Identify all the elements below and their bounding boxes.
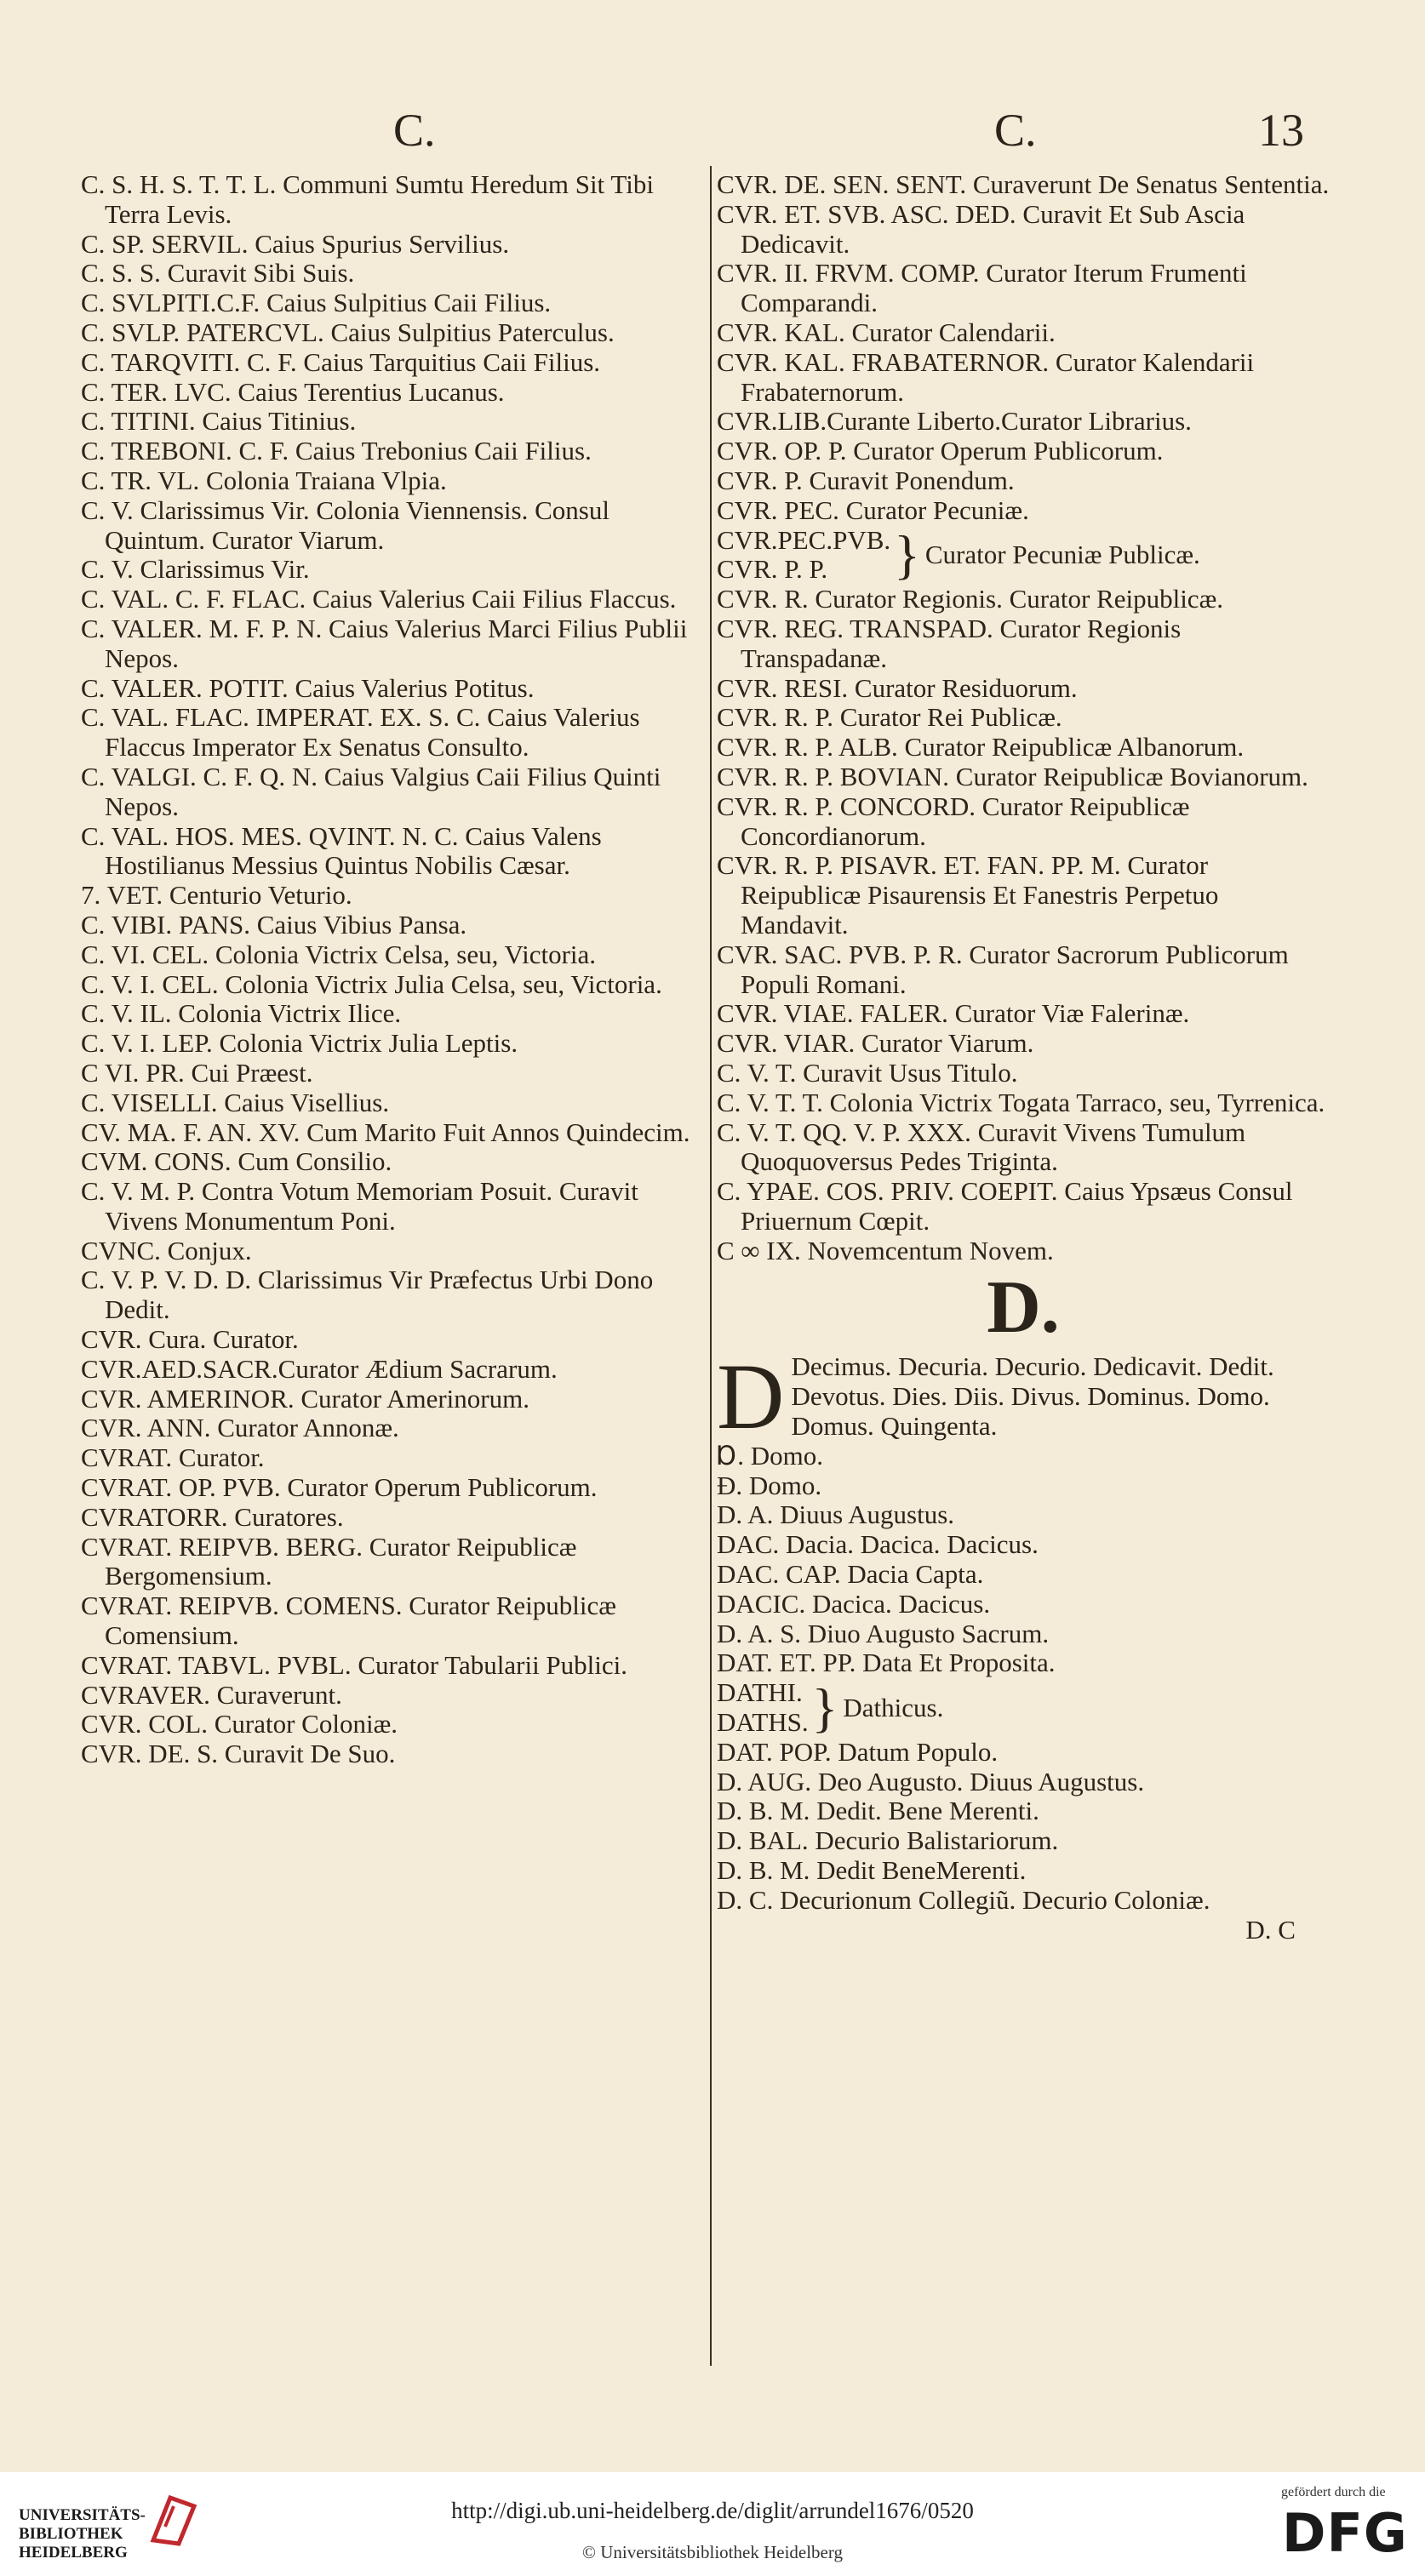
dictionary-entry: CVR.AED.SACR.Curator Ædium Sacrarum. bbox=[81, 1353, 558, 1384]
dictionary-entry: C. VI. CEL. Colonia Victrix Celsa, seu, Victoria. bbox=[81, 939, 597, 969]
dictionary-entry: CVR. R. P. BOVIAN. Curator Reipublicæ Bovianorum. bbox=[717, 761, 1308, 791]
running-head-left: C. bbox=[393, 105, 436, 156]
permalink[interactable]: http://digi.ub.uni-heidelberg.de/diglit/arrundel1676/0520 bbox=[451, 2498, 974, 2523]
dictionary-entry: D. B. M. Dedit. Bene Merenti. bbox=[717, 1796, 1039, 1826]
dictionary-entry: CVR. VIAE. FALER. Curator Viæ Falerinæ. bbox=[717, 998, 1190, 1029]
right-entries-c bbox=[717, 170, 1330, 526]
dictionary-entry: CVR. P. Curavit Ponendum. bbox=[717, 465, 1015, 495]
dictionary-entry: 7. VET. Centurio Veturio. bbox=[81, 880, 352, 911]
right-column bbox=[717, 170, 1330, 1945]
dictionary-entry: C. S. H. S. T. T. L. Communi Sumtu Heredum Sit Tibi Terra Levis. bbox=[81, 169, 654, 229]
right-entries-c-cont bbox=[717, 585, 1330, 1265]
library-name-line: BIBLIOTHEK bbox=[19, 2525, 123, 2543]
page-number: 13 bbox=[1258, 105, 1304, 156]
dictionary-entry: D. A. S. Diuo Augusto Sacrum. bbox=[717, 1618, 1050, 1648]
dictionary-entry: C. SP. SERVIL. Caius Spurius Servilius. bbox=[81, 228, 510, 259]
dictionary-entry: DACIC. Dacica. Dacicus. bbox=[717, 1588, 991, 1619]
dictionary-entry: C. SVLP. PATERCVL. Caius Sulpitius Paterculus. bbox=[81, 317, 615, 347]
dictionary-entry: D. B. M. Dedit BeneMerenti. bbox=[717, 1855, 1027, 1886]
dictionary-entry: CVR. R. P. PISAVR. ET. FAN. PP. M. Curator Reipublicæ Pisaurensis Et Fanestris Perpetuo Mandavit. bbox=[717, 850, 1219, 940]
dictionary-entry: CVR. OP. P. Curator Operum Publicorum. bbox=[717, 436, 1164, 466]
brace-value: Curator Pecuniæ Publicæ. bbox=[924, 539, 1200, 569]
dropcap-text: Decimus. Decuria. Decurio. Dedicavit. Dedit. Devotus. Dies. Diis. Divus. Dominus. Domo. Domus. Quingenta. bbox=[791, 1351, 1274, 1442]
library-name-line: HEIDELBERG bbox=[19, 2544, 128, 2562]
brace-group-dathicus bbox=[717, 1678, 1330, 1738]
dictionary-entry: CVM. CONS. Cum Consilio. bbox=[81, 1146, 392, 1177]
dictionary-entry: C ∞ IX. Novemcentum Novem. bbox=[717, 1235, 1054, 1265]
dictionary-entry: Ð. Domo. bbox=[717, 1470, 822, 1500]
dictionary-entry: CVRAVER. Curaverunt. bbox=[81, 1679, 342, 1710]
dictionary-entry: C. VALER. M. F. P. N. Caius Valerius Marci Filius Publii Nepos. bbox=[81, 613, 688, 673]
brace-key: CVR. P. P. bbox=[717, 554, 828, 585]
dictionary-entry: C. YPAE. COS. PRIV. COEPIT. Caius Ypsæus Consul Priuernum Cœpit. bbox=[717, 1176, 1293, 1236]
dictionary-entry: CVNC. Conjux. bbox=[81, 1235, 252, 1265]
dictionary-entry: CVR. PEC. Curator Pecuniæ. bbox=[717, 494, 1029, 525]
brace-icon: } bbox=[894, 524, 920, 585]
dictionary-entry: CVR. SAC. PVB. P. R. Curator Sacrorum Publicorum Populi Romani. bbox=[717, 939, 1289, 999]
dictionary-entry: CVR. ET. SVB. ASC. DED. Curavit Et Sub Ascia Dedicavit. bbox=[717, 198, 1245, 259]
dictionary-entry: C. V. P. V. D. D. Clarissimus Vir Præfectus Urbi Dono Dedit. bbox=[81, 1265, 654, 1325]
dictionary-entry: CVR. COL. Curator Coloniæ. bbox=[81, 1709, 398, 1739]
dictionary-entry: CVR. REG. TRANSPAD. Curator Regionis Transpadanæ. bbox=[717, 613, 1182, 673]
brace-key: DATHI. bbox=[717, 1677, 803, 1708]
dictionary-entry: CVR. R. P. ALB. Curator Reipublicæ Albanorum. bbox=[717, 732, 1245, 763]
dictionary-entry: C. VALGI. C. F. Q. N. Caius Valgius Caii Filius Quinti Nepos. bbox=[81, 761, 661, 821]
dictionary-entry: DAC. CAP. Dacia Capta. bbox=[717, 1559, 984, 1590]
dictionary-entry: CVR. R. Curator Regionis. Curator Reipublicæ. bbox=[717, 584, 1223, 614]
dictionary-entry: CVRAT. REIPVB. COMENS. Curator Reipublicæ Comensium. bbox=[81, 1591, 616, 1651]
dictionary-entry: C. VAL. FLAC. IMPERAT. EX. S. C. Caius Valerius Flaccus Imperator Ex Senatus Consulto. bbox=[81, 702, 640, 763]
dictionary-entry: Ɒ. Domo. bbox=[717, 1440, 823, 1471]
dictionary-entry: C. VAL. C. F. FLAC. Caius Valerius Caii Filius Flaccus. bbox=[81, 584, 677, 614]
right-entries-d-cont bbox=[717, 1738, 1330, 1916]
dictionary-entry: CVR. VIAR. Curator Viarum. bbox=[717, 1028, 1034, 1059]
dictionary-entry: C. VIBI. PANS. Caius Vibius Pansa. bbox=[81, 909, 467, 940]
dictionary-entry: C. V. T. QQ. V. P. XXX. Curavit Vivens Tumulum Quoquoversus Pedes Triginta. bbox=[717, 1117, 1246, 1177]
dictionary-entry: C. SVLPITI.C.F. Caius Sulpitius Caii Filius. bbox=[81, 288, 552, 318]
dictionary-entry: CVRAT. Curator. bbox=[81, 1442, 265, 1473]
dictionary-entry: C. V. M. P. Contra Votum Memoriam Posuit. Curavit Vivens Monumentum Poni. bbox=[81, 1176, 638, 1236]
brace-key: CVR.PEC.PVB. bbox=[717, 524, 891, 555]
dictionary-entry: D. C. Decurionum Collegiũ. Decurio Coloniæ. bbox=[717, 1884, 1210, 1915]
dictionary-entry: CVRATORR. Curatores. bbox=[81, 1501, 344, 1532]
dictionary-entry: C VI. PR. Cui Præest. bbox=[81, 1057, 313, 1088]
column-divider bbox=[710, 166, 712, 2366]
right-entries-d bbox=[717, 1442, 1330, 1678]
dictionary-entry: C. VALER. POTIT. Caius Valerius Potitus. bbox=[81, 672, 535, 703]
dictionary-entry: D. BAL. Decurio Balistariorum. bbox=[717, 1825, 1059, 1856]
dictionary-entry: CVR. R. P. Curator Rei Publicæ. bbox=[717, 702, 1062, 733]
funding-label: gefördert durch die bbox=[1281, 2485, 1386, 2499]
dictionary-entry: CVR. Cura. Curator. bbox=[81, 1324, 299, 1355]
dictionary-entry: CVR. DE. SEN. SENT. Curaverunt De Senatus Sententia. bbox=[717, 169, 1330, 199]
dictionary-entry: CVR. ANN. Curator Annonæ. bbox=[81, 1413, 399, 1443]
dictionary-entry: C. VISELLI. Caius Visellius. bbox=[81, 1087, 390, 1117]
dictionary-entry: CVR. II. FRVM. COMP. Curator Iterum Frumenti Comparandi. bbox=[717, 258, 1247, 318]
dictionary-entry: CVR. AMERINOR. Curator Amerinorum. bbox=[81, 1383, 529, 1414]
left-column bbox=[81, 170, 701, 1769]
dictionary-entry: D. A. Diuus Augustus. bbox=[717, 1499, 955, 1530]
dictionary-entry: CVR.LIB.Curante Liberto.Curator Librarius. bbox=[717, 406, 1192, 437]
brace-key: DATHS. bbox=[717, 1707, 809, 1738]
dictionary-entry: C. S. S. Curavit Sibi Suis. bbox=[81, 258, 355, 288]
dictionary-entry: CVRAT. REIPVB. BERG. Curator Reipublicæ Bergomensium. bbox=[81, 1531, 577, 1591]
dictionary-entry: C. V. Clarissimus Vir. Colonia Viennensis. Consul Quintum. Curator Viarum. bbox=[81, 494, 609, 555]
dictionary-entry: C. V. T. T. Colonia Victrix Togata Tarraco, seu, Tyrrenica. bbox=[717, 1087, 1325, 1117]
dictionary-entry: CVR. DE. S. Curavit De Suo. bbox=[81, 1739, 396, 1769]
dropcap-letter: D bbox=[717, 1345, 785, 1449]
dictionary-entry: C. TITINI. Caius Titinius. bbox=[81, 406, 357, 437]
catchword: D. C bbox=[1245, 1914, 1296, 1945]
brace-icon: } bbox=[811, 1677, 838, 1739]
dictionary-entry: C. TARQVITI. C. F. Caius Tarquitius Caii Filius. bbox=[81, 346, 601, 377]
dictionary-entry: C. V. T. Curavit Usus Titulo. bbox=[717, 1057, 1018, 1088]
dictionary-entry: D. AUG. Deo Augusto. Diuus Augustus. bbox=[717, 1766, 1145, 1796]
dictionary-entry: C. TR. VL. Colonia Traiana Vlpia. bbox=[81, 465, 447, 495]
dictionary-entry: CVR. R. P. CONCORD. Curator Reipublicæ Concordianorum. bbox=[717, 791, 1190, 851]
dfg-logo: DFG bbox=[1282, 2502, 1408, 2564]
dictionary-entry: CV. MA. F. AN. XV. Cum Marito Fuit Annos Quindecim. bbox=[81, 1117, 690, 1147]
running-head-right: C. bbox=[994, 105, 1037, 156]
dictionary-entry: DAT. POP. Datum Populo. bbox=[717, 1736, 999, 1767]
dictionary-entry: CVRAT. TABVL. PVBL. Curator Tabularii Publici. bbox=[81, 1649, 628, 1680]
copyright-notice: © Universitätsbibliothek Heidelberg bbox=[581, 2542, 843, 2562]
dictionary-entry: C. V. I. CEL. Colonia Victrix Julia Celsa, seu, Victoria. bbox=[81, 968, 662, 999]
brace-group-pecuniae bbox=[717, 526, 1330, 585]
dictionary-entry: C. V. Clarissimus Vir. bbox=[81, 554, 310, 585]
dictionary-entry: DAC. Dacia. Dacica. Dacicus. bbox=[717, 1529, 1039, 1560]
dictionary-entry: CVR. KAL. Curator Calendarii. bbox=[717, 317, 1056, 347]
dictionary-entry: C. V. I. LEP. Colonia Victrix Julia Leptis. bbox=[81, 1028, 518, 1059]
dictionary-entry: CVR. KAL. FRABATERNOR. Curator Kalendarii Frabaternorum. bbox=[717, 346, 1255, 407]
dictionary-entry: CVRAT. OP. PVB. Curator Operum Publicorum. bbox=[81, 1472, 598, 1503]
dictionary-entry: C. TREBONI. C. F. Caius Trebonius Caii Filius. bbox=[81, 436, 592, 466]
dictionary-entry: C. TER. LVC. Caius Terentius Lucanus. bbox=[81, 376, 505, 407]
dictionary-entry: DAT. ET. PP. Data Et Proposita. bbox=[717, 1648, 1056, 1678]
dictionary-entry: CVR. RESI. Curator Residuorum. bbox=[717, 672, 1078, 703]
library-name-line: UNIVERSITÄTS- bbox=[19, 2506, 146, 2524]
brace-value: Dathicus. bbox=[843, 1692, 944, 1722]
section-letter: D. bbox=[987, 1266, 1060, 1350]
dropcap-entry bbox=[717, 1345, 1330, 1449]
dictionary-entry: C. V. IL. Colonia Victrix Ilice. bbox=[81, 998, 402, 1029]
dictionary-entry: C. VAL. HOS. MES. QVINT. N. C. Caius Valens Hostilianus Messius Quintus Nobilis Cæsar. bbox=[81, 820, 602, 881]
